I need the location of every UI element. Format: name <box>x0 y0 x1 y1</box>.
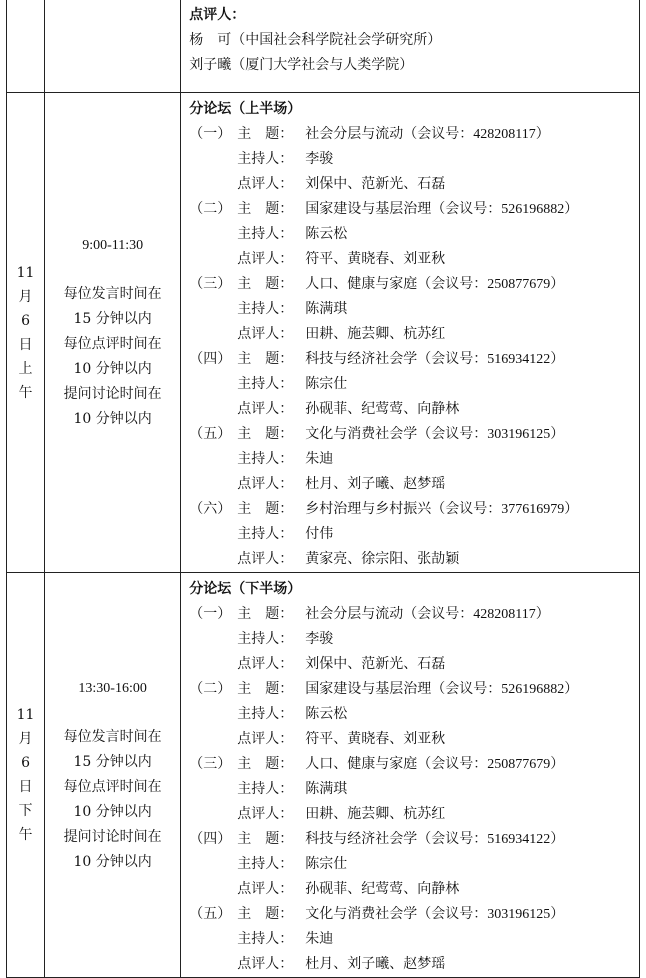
session-number: （三） <box>189 756 232 772</box>
date-char: 6 <box>21 755 30 771</box>
session-reviewers: 刘保中、范新光、石磊 <box>305 656 446 672</box>
topic-label: 主 题： <box>237 681 294 697</box>
session-number: （六） <box>189 501 232 517</box>
date-char: 月 <box>18 288 33 305</box>
session-host: 朱迪 <box>305 451 334 467</box>
session-host-line <box>189 147 633 172</box>
session-number: （一） <box>189 606 232 622</box>
session-reviewer-line <box>189 547 633 572</box>
session-reviewer-line <box>189 802 633 827</box>
session-reviewers: 孙砚菲、纪莺莺、向静林 <box>305 401 460 417</box>
session-host: 付伟 <box>305 526 334 542</box>
host-label: 主持人： <box>237 151 294 167</box>
time-range: 13:30-16:00 <box>78 680 147 696</box>
reviewer-label: 点评人： <box>237 551 294 567</box>
session-host-line <box>189 297 633 322</box>
date-char: 午 <box>18 384 33 401</box>
rule-text: 每位点评时间在 <box>63 336 162 352</box>
session-reviewer-line <box>189 172 633 197</box>
reviewer-label: 点评人： <box>237 806 294 822</box>
rule-text: 10 分钟以内 <box>73 853 152 870</box>
time-cell-empty <box>45 0 181 93</box>
topic-label: 主 题： <box>237 276 294 292</box>
session-host: 陈宗仕 <box>305 856 348 872</box>
table-row-afternoon <box>7 573 640 978</box>
session-host: 陈满琪 <box>305 781 348 797</box>
reviewer-label: 点评人： <box>237 731 294 747</box>
topic-label: 主 题： <box>237 756 294 772</box>
session-topic-line <box>189 197 633 222</box>
session-topic-line <box>189 752 633 777</box>
session-topic: 国家建设与基层治理（会议号：526196882） <box>305 202 579 217</box>
reviewer-heading: 点评人： <box>189 7 246 23</box>
topic-label: 主 题： <box>237 831 294 847</box>
table-row-morning <box>7 93 640 573</box>
session-host: 陈云松 <box>305 706 348 722</box>
session-reviewers: 田耕、施芸卿、杭苏红 <box>305 806 446 822</box>
host-label: 主持人： <box>237 856 294 872</box>
session-host-line <box>189 447 633 472</box>
reviewer-label: 点评人： <box>237 401 294 417</box>
session-number: （二） <box>189 681 232 697</box>
forum-cell-afternoon <box>181 573 640 978</box>
session-reviewers: 田耕、施芸卿、杭苏红 <box>305 326 446 342</box>
topic-label: 主 题： <box>237 906 294 922</box>
host-label: 主持人： <box>237 781 294 797</box>
session-number: （四） <box>189 831 232 847</box>
date-char: 上 <box>18 360 33 377</box>
topic-label: 主 题： <box>237 606 294 622</box>
session-topic: 乡村治理与乡村振兴（会议号：377616979） <box>305 502 579 517</box>
topic-label: 主 题： <box>237 126 294 142</box>
session-topic: 国家建设与基层治理（会议号：526196882） <box>305 682 579 697</box>
session-number: （五） <box>189 906 232 922</box>
session-topic-line <box>189 347 633 372</box>
session-reviewer-line <box>189 877 633 902</box>
session-topic: 社会分层与流动（会议号：428208117） <box>305 127 550 142</box>
session-number: （五） <box>189 426 232 442</box>
session-topic-line <box>189 122 633 147</box>
reviewer-label: 点评人： <box>237 176 294 192</box>
session-host: 朱迪 <box>305 931 334 947</box>
session-host: 李骏 <box>305 151 334 167</box>
session-host: 陈满琪 <box>305 301 348 317</box>
session-number: （一） <box>189 126 232 142</box>
session-topic-line <box>189 827 633 852</box>
forum-cell-morning <box>181 93 640 573</box>
date-char: 下 <box>18 803 33 819</box>
session-topic: 人口、健康与家庭（会议号：250877679） <box>305 757 565 772</box>
session-reviewer-line <box>189 397 633 422</box>
rule-text: 每位发言时间在 <box>63 728 162 745</box>
schedule-table <box>6 0 640 978</box>
date-cell-empty <box>7 0 45 93</box>
session-topic: 文化与消费社会学（会议号：303196125） <box>305 907 565 922</box>
session-reviewers: 符平、黄晓春、刘亚秋 <box>305 731 446 747</box>
date-char: 日 <box>18 779 33 795</box>
session-number: （二） <box>189 201 232 217</box>
session-reviewers: 杜月、刘子曦、赵梦瑶 <box>305 956 446 972</box>
session-topic: 社会分层与流动（会议号：428208117） <box>305 607 550 622</box>
session-topic-line <box>189 272 633 297</box>
rule-text: 每位发言时间在 <box>63 286 162 302</box>
date-cell-afternoon <box>7 573 45 978</box>
forum-title: 分论坛（下半场） <box>189 581 302 597</box>
reviewer-label: 点评人： <box>237 326 294 342</box>
session-topic-line <box>189 902 633 927</box>
reviewer-label: 点评人： <box>237 956 294 972</box>
session-topic-line <box>189 677 633 702</box>
session-host-line <box>189 372 633 397</box>
reviewer-entry: 杨 可（中国社会科学院社会学研究所） <box>189 32 442 48</box>
host-label: 主持人： <box>237 451 294 467</box>
host-label: 主持人： <box>237 226 294 242</box>
rule-text: 15 分钟以内 <box>73 311 152 327</box>
date-char: 月 <box>18 731 33 747</box>
session-topic: 科技与经济社会学（会议号：516934122） <box>305 352 565 367</box>
session-host-line <box>189 627 633 652</box>
topic-label: 主 题： <box>237 351 294 367</box>
rule-text: 10 分钟以内 <box>73 361 152 377</box>
session-reviewer-line <box>189 472 633 497</box>
time-cell-morning <box>45 93 181 573</box>
session-host: 陈云松 <box>305 226 348 242</box>
reviewer-label: 点评人： <box>237 476 294 492</box>
date-char: 午 <box>18 827 33 843</box>
date-char: 11 <box>16 707 35 723</box>
session-host-line <box>189 222 633 247</box>
date-char: 6 <box>21 312 30 329</box>
host-label: 主持人： <box>237 301 294 317</box>
session-reviewer-line <box>189 322 633 347</box>
session-topic-line <box>189 422 633 447</box>
rule-text: 提问讨论时间在 <box>63 828 162 845</box>
topic-label: 主 题： <box>237 501 294 517</box>
session-topic-line <box>189 497 633 522</box>
rule-text: 10 分钟以内 <box>73 411 152 427</box>
session-number: （三） <box>189 276 232 292</box>
session-topic-line <box>189 602 633 627</box>
reviewer-label: 点评人： <box>237 881 294 897</box>
host-label: 主持人： <box>237 931 294 947</box>
session-reviewers: 黄家亮、徐宗阳、张劼颖 <box>305 551 460 567</box>
session-list <box>189 122 633 572</box>
session-reviewer-line <box>189 652 633 677</box>
session-host: 李骏 <box>305 631 334 647</box>
rule-text: 15 分钟以内 <box>73 753 152 770</box>
session-number: （四） <box>189 351 232 367</box>
session-host-line <box>189 702 633 727</box>
session-host-line <box>189 777 633 802</box>
time-range: 9:00-11:30 <box>82 238 144 253</box>
session-topic: 人口、健康与家庭（会议号：250877679） <box>305 277 565 292</box>
top-reviewer-cell <box>181 0 640 93</box>
session-topic: 科技与经济社会学（会议号：516934122） <box>305 832 565 847</box>
session-list <box>189 602 633 977</box>
date-char: 日 <box>18 336 33 353</box>
forum-title: 分论坛（上半场） <box>189 101 302 117</box>
date-char: 11 <box>16 264 35 281</box>
session-host-line <box>189 852 633 877</box>
host-label: 主持人： <box>237 526 294 542</box>
session-host-line <box>189 522 633 547</box>
session-reviewer-line <box>189 247 633 272</box>
session-host-line <box>189 927 633 952</box>
rule-text: 10 分钟以内 <box>73 803 152 820</box>
time-cell-afternoon <box>45 573 181 978</box>
topic-label: 主 题： <box>237 201 294 217</box>
reviewer-label: 点评人： <box>237 251 294 267</box>
topic-label: 主 题： <box>237 426 294 442</box>
session-reviewer-line <box>189 727 633 752</box>
reviewer-entry: 刘子曦（厦门大学社会与人类学院） <box>189 57 414 73</box>
session-topic: 文化与消费社会学（会议号：303196125） <box>305 427 565 442</box>
session-host: 陈宗仕 <box>305 376 348 392</box>
host-label: 主持人： <box>237 706 294 722</box>
session-reviewers: 杜月、刘子曦、赵梦瑶 <box>305 476 446 492</box>
session-reviewers: 符平、黄晓春、刘亚秋 <box>305 251 446 267</box>
rule-text: 提问讨论时间在 <box>63 386 162 402</box>
host-label: 主持人： <box>237 631 294 647</box>
reviewer-label: 点评人： <box>237 656 294 672</box>
session-reviewers: 刘保中、范新光、石磊 <box>305 176 446 192</box>
date-cell-morning <box>7 93 45 573</box>
session-reviewers: 孙砚菲、纪莺莺、向静林 <box>305 881 460 897</box>
rule-text: 每位点评时间在 <box>63 778 162 795</box>
table-row-top <box>7 0 640 93</box>
host-label: 主持人： <box>237 376 294 392</box>
